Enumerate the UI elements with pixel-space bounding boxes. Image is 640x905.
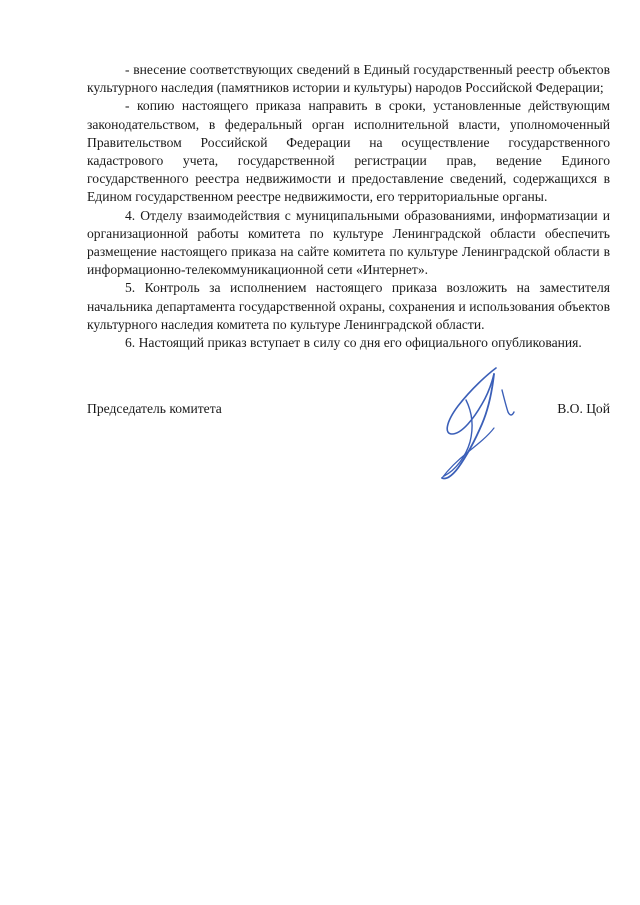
paragraph-item-4: 4. Отделу взаимодействия с муниципальными образованиями, информатизации и организационной работы комитета по культуре Ленинградской области обеспечить размещение настоящего приказа на сайте комитета по культуре Ленинградской области в информационно-телекоммуникационной сети «Интернет». (87, 207, 610, 278)
paragraph-item-6: 6. Настоящий приказ вступает в силу со дня его официального опубликования. (125, 335, 582, 351)
document-body (87, 61, 610, 352)
handwritten-signature-icon (432, 362, 524, 484)
signatory-name: В.О. Цой (557, 401, 610, 416)
signatory-title: Председатель комитета (87, 401, 222, 416)
paragraph-item-5: 5. Контроль за исполнением настоящего приказа возложить на заместителя начальника департамента государственной охраны, сохранения и использования объектов культурного наследия комитета по культуре Ленинградской области. (87, 280, 610, 332)
paragraph-copy-to-authority: - копию настоящего приказа направить в сроки, установленные действующим законодательством, в федеральный орган исполнительной власти, уполномоченный Правительством Российской Федерации на осуществление государственного кадастрового учета, государственной регистрации прав, ведение Единого государственного реестра недвижимости и предоставление сведений, содержащихся в Едином государственном реестре недвижимости, его территориальные органы. (87, 98, 610, 205)
paragraph-registry-entry: - внесение соответствующих сведений в Единый государственный реестр объектов культурного наследия (памятников истории и культуры) народов Российской Федерации; (87, 62, 610, 96)
signature-block (87, 400, 610, 422)
